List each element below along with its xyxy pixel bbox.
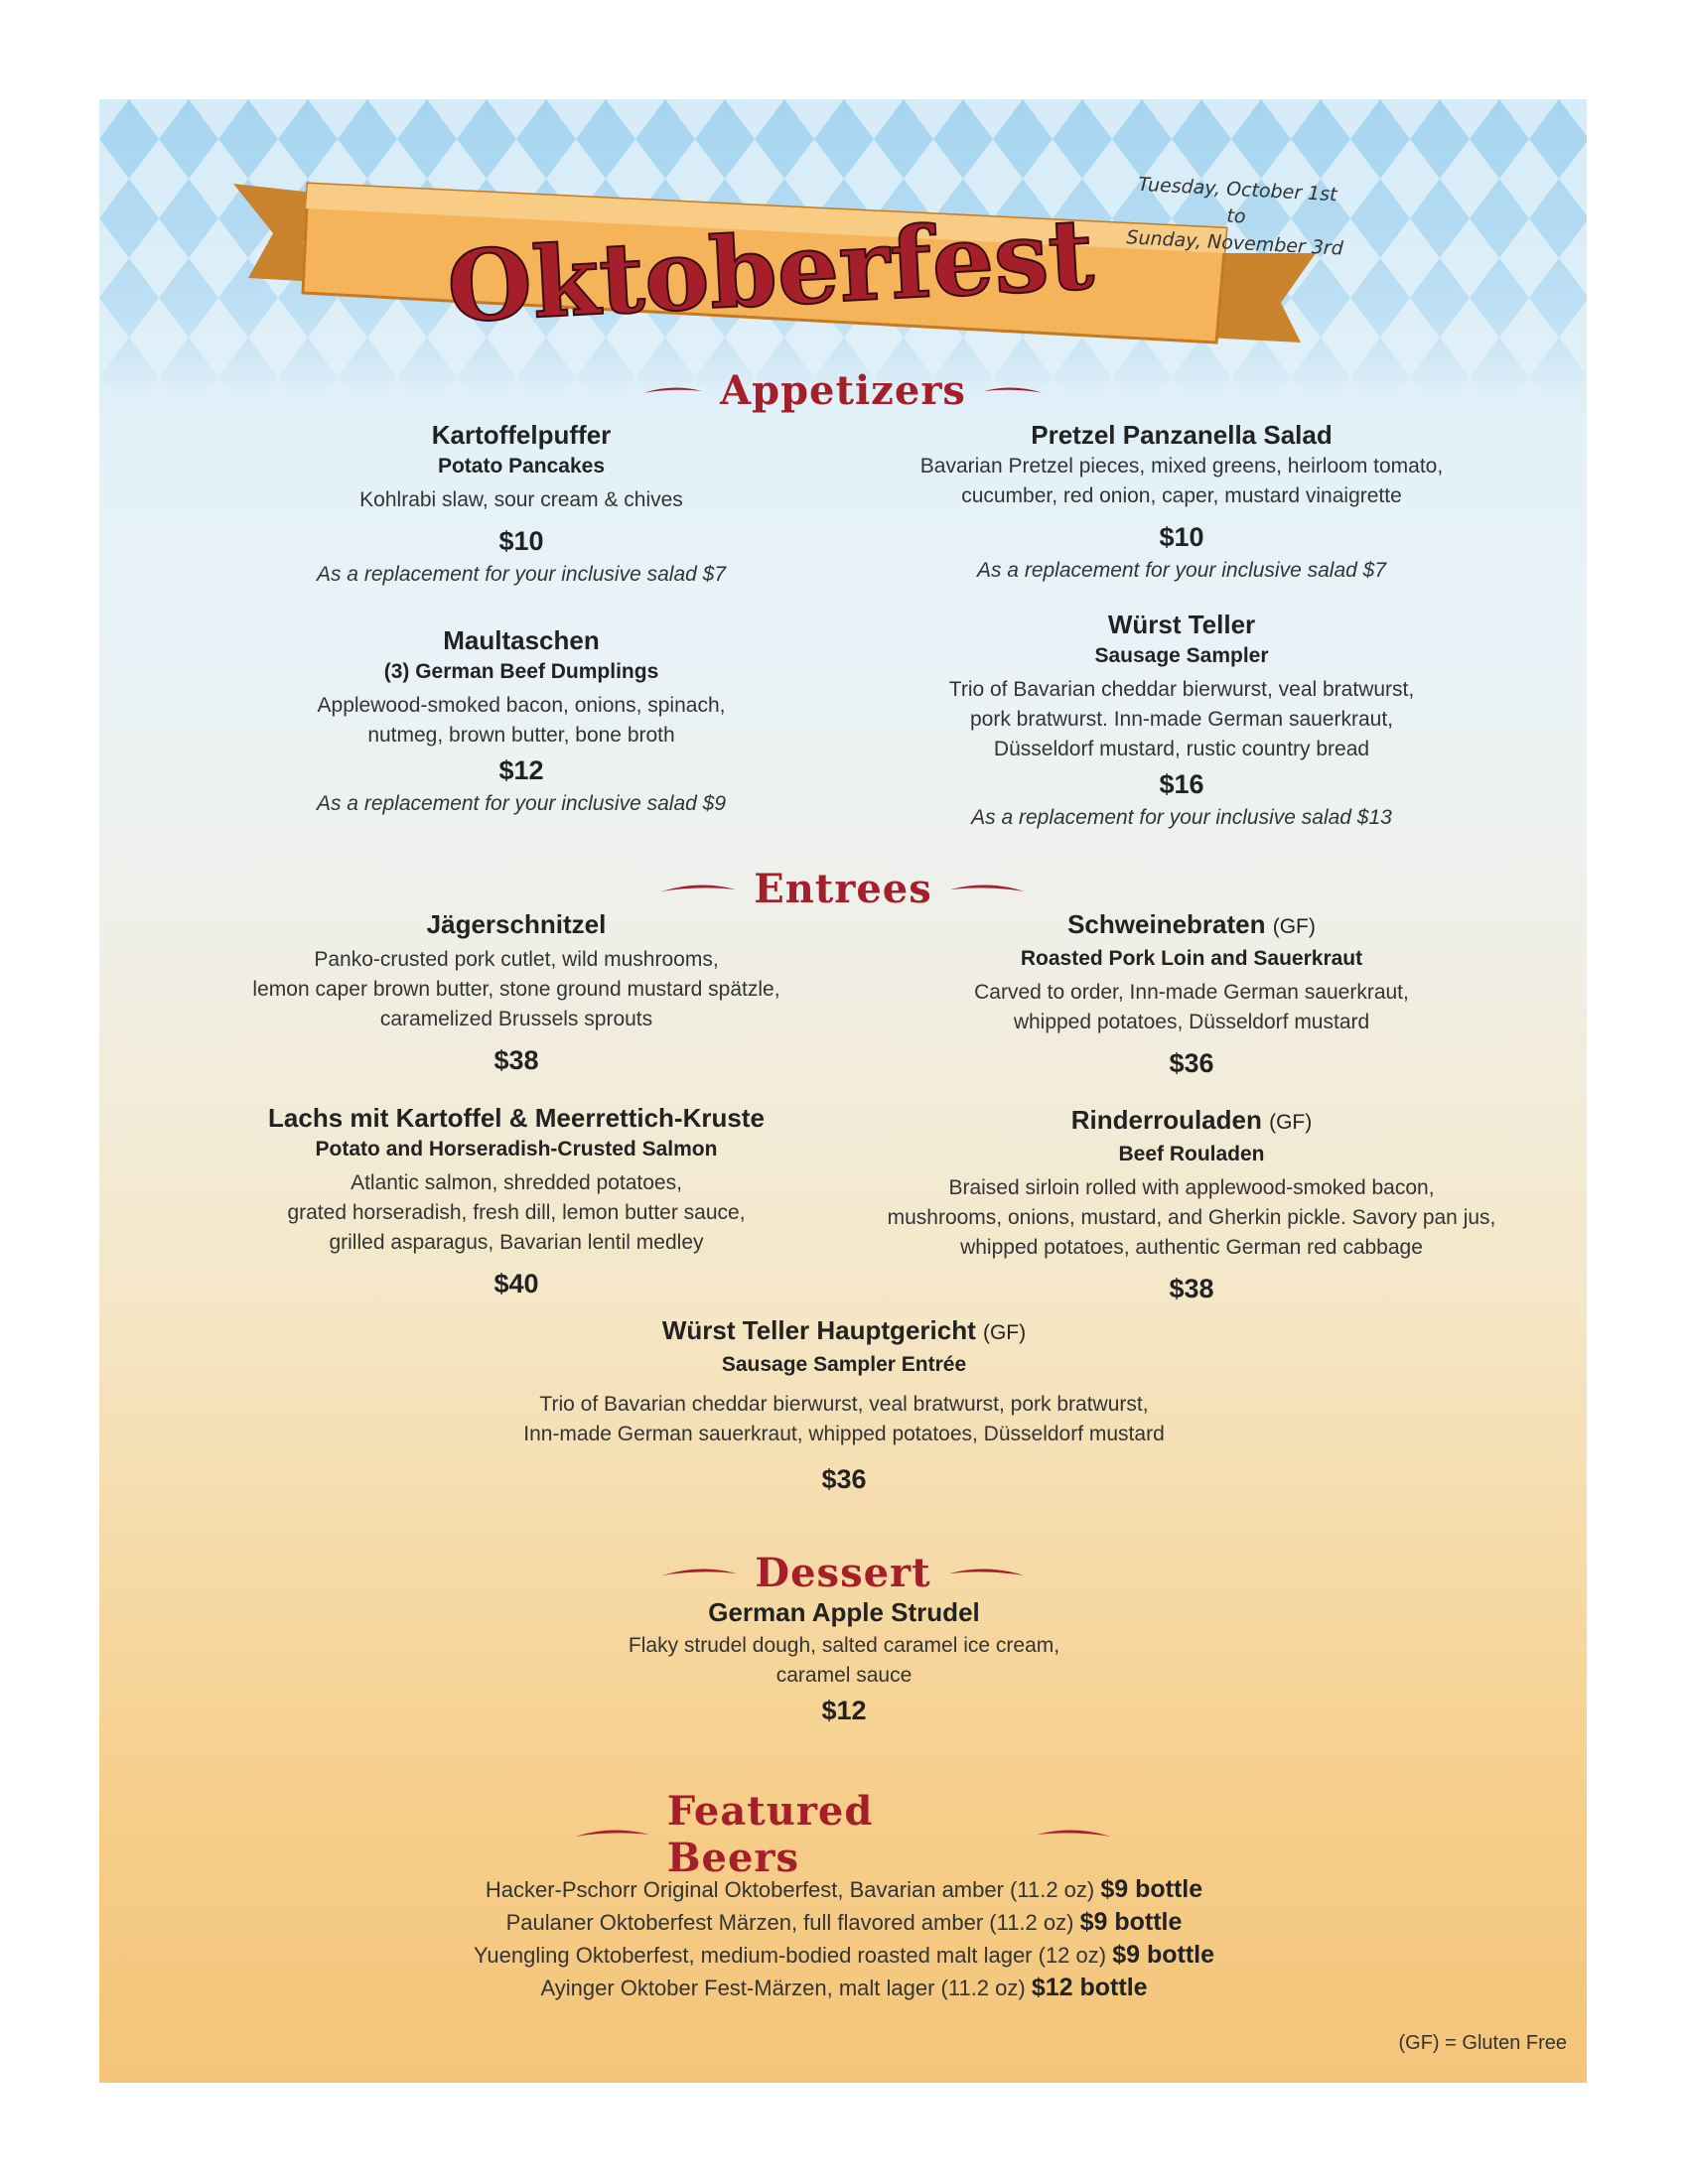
- item-subtitle: (3) German Beef Dumplings: [383, 660, 659, 683]
- item-replacement-price: As a replacement for your inclusive salad $7: [976, 559, 1387, 582]
- menu-item-wurst-teller: [854, 608, 1509, 832]
- swash-left-icon: [662, 1564, 737, 1583]
- item-name: Jägerschnitzel: [426, 909, 607, 939]
- menu-item-jagerschnitzel: [194, 907, 839, 1080]
- item-description: Trio of Bavarian cheddar bierwurst, veal bratwurst, pork bratwurst,: [539, 1393, 1149, 1416]
- item-name: Rinderrouladen (GF): [1070, 1105, 1313, 1135]
- gluten-free-tag: (GF): [1269, 1111, 1313, 1134]
- item-name: Schweinebraten (GF): [1067, 909, 1316, 939]
- item-description: Atlantic salmon, shredded potatoes,: [351, 1171, 682, 1194]
- item-description: pork bratwurst. Inn-made German sauerkraut,: [969, 708, 1393, 731]
- item-description: whipped potatoes, authentic German red cabbage: [960, 1236, 1423, 1259]
- beer-item: Hacker-Pschorr Original Oktoberfest, Bavarian amber (11.2 oz) $9 bottle: [485, 1875, 1203, 1903]
- item-subtitle: Sausage Sampler: [1094, 644, 1269, 667]
- menu-item-schweinebraten: [894, 907, 1489, 1083]
- section-heading-appetizers: Appetizers: [644, 367, 1042, 414]
- item-description: lemon caper brown butter, stone ground mustard spätzle,: [252, 978, 780, 1001]
- item-description: Kohlrabi slaw, sour cream & chives: [359, 488, 683, 511]
- menu-item-apple-strudel: [546, 1595, 1142, 1730]
- item-price: $38: [493, 1045, 539, 1075]
- beer-list: [298, 1873, 1390, 2004]
- beer-item: Ayinger Oktober Fest-Märzen, malt lager (11.2 oz) $12 bottle: [540, 1974, 1148, 2001]
- item-description: mushrooms, onions, mustard, and Gherkin pickle. Savory pan jus,: [887, 1206, 1496, 1229]
- section-heading-entrees: Entrees: [644, 866, 1042, 912]
- swash-right-icon: [1037, 1825, 1111, 1844]
- menu-item-rinderrouladen: [834, 1103, 1549, 1308]
- beer-item: Paulaner Oktoberfest Märzen, full flavored amber (11.2 oz) $9 bottle: [505, 1908, 1183, 1936]
- item-name: Lachs mit Kartoffel & Meerrettich-Kruste: [268, 1103, 765, 1133]
- menu-page: [99, 99, 1587, 2083]
- item-price: $12: [821, 1696, 867, 1725]
- item-price: $38: [1169, 1274, 1214, 1303]
- beer-price: $9 bottle: [1100, 1875, 1203, 1903]
- event-dates: [1095, 170, 1377, 265]
- item-description: caramelized Brussels sprouts: [379, 1008, 653, 1030]
- gluten-free-tag: (GF): [982, 1321, 1027, 1344]
- item-description: Panko-crusted pork cutlet, wild mushrooms,: [314, 948, 719, 971]
- item-subtitle: Sausage Sampler Entrée: [721, 1353, 967, 1376]
- beer-price: $12 bottle: [1031, 1974, 1148, 2001]
- beer-price: $9 bottle: [1079, 1908, 1183, 1936]
- swash-right-icon: [950, 880, 1025, 899]
- item-subtitle: Potato Pancakes: [437, 455, 606, 478]
- item-description: grilled asparagus, Bavarian lentil medley: [329, 1231, 704, 1254]
- swash-right-icon: [984, 381, 1042, 401]
- item-price: $10: [1159, 522, 1204, 552]
- item-description: Flaky strudel dough, salted caramel ice cream,: [628, 1634, 1060, 1657]
- menu-item-wurst-teller-hauptgericht: [447, 1313, 1241, 1499]
- item-description: nutmeg, brown butter, bone broth: [367, 724, 675, 747]
- beer-price: $9 bottle: [1112, 1941, 1215, 1969]
- menu-item-pretzel-panzanella: [854, 418, 1509, 585]
- item-replacement-price: As a replacement for your inclusive salad $7: [316, 563, 727, 586]
- item-replacement-price: As a replacement for your inclusive salad $9: [316, 792, 727, 815]
- item-price: $12: [498, 755, 544, 785]
- item-description: Trio of Bavarian cheddar bierwurst, veal bratwurst,: [948, 678, 1415, 701]
- item-name: Würst Teller: [1107, 610, 1256, 639]
- item-description: grated horseradish, fresh dill, lemon butter sauce,: [287, 1201, 746, 1224]
- item-name: Würst Teller Hauptgericht (GF): [661, 1315, 1027, 1345]
- menu-item-kartoffelpuffer: [248, 418, 794, 589]
- item-replacement-price: As a replacement for your inclusive salad $13: [971, 806, 1392, 829]
- menu-item-lachs: [218, 1101, 814, 1303]
- beer-item: Yuengling Oktoberfest, medium-bodied roasted malt lager (12 oz) $9 bottle: [473, 1941, 1215, 1969]
- item-price: $40: [493, 1269, 539, 1298]
- item-description: Braised sirloin rolled with applewood-smoked bacon,: [948, 1176, 1435, 1199]
- item-price: $16: [1159, 769, 1204, 799]
- item-description: caramel sauce: [775, 1664, 913, 1687]
- item-name: Maultaschen: [443, 625, 600, 655]
- swash-left-icon: [575, 1825, 649, 1844]
- swash-left-icon: [661, 880, 736, 899]
- item-description: whipped potatoes, Düsseldorf mustard: [1013, 1011, 1370, 1033]
- date-end: Sunday, November 3rd: [1125, 226, 1344, 260]
- item-description: Carved to order, Inn-made German sauerkraut,: [974, 981, 1409, 1004]
- item-subtitle: Roasted Pork Loin and Sauerkraut: [1020, 947, 1363, 970]
- date-to: to: [1225, 205, 1247, 228]
- title-text: Oktoberfest: [444, 197, 1097, 342]
- item-price: $10: [498, 526, 544, 556]
- menu-item-maultaschen: [248, 623, 794, 818]
- gluten-free-footnote: (GF) = Gluten Free: [1398, 2032, 1567, 2054]
- item-description: Düsseldorf mustard, rustic country bread: [993, 738, 1370, 760]
- swash-right-icon: [949, 1564, 1024, 1583]
- item-description: Inn-made German sauerkraut, whipped potatoes, Düsseldorf mustard: [523, 1423, 1165, 1445]
- item-name: Pretzel Panzanella Salad: [1031, 420, 1333, 450]
- item-price: $36: [1169, 1048, 1214, 1078]
- item-price: $36: [821, 1464, 867, 1494]
- swash-left-icon: [644, 381, 702, 401]
- item-subtitle: Potato and Horseradish-Crusted Salmon: [315, 1138, 718, 1160]
- item-subtitle: Beef Rouladen: [1118, 1143, 1265, 1165]
- item-name: German Apple Strudel: [708, 1597, 980, 1627]
- item-name: Kartoffelpuffer: [431, 420, 612, 450]
- section-heading-dessert: Dessert: [644, 1550, 1042, 1596]
- section-heading-beers: Featured Beers: [575, 1788, 1111, 1881]
- item-description: cucumber, red onion, caper, mustard vinaigrette: [961, 484, 1402, 507]
- gluten-free-tag: (GF): [1272, 915, 1316, 938]
- item-description: Bavarian Pretzel pieces, mixed greens, heirloom tomato,: [919, 455, 1444, 478]
- item-description: Applewood-smoked bacon, onions, spinach,: [317, 694, 726, 717]
- oktoberfest-title: [427, 194, 1182, 342]
- date-start: Tuesday, October 1st: [1137, 173, 1338, 206]
